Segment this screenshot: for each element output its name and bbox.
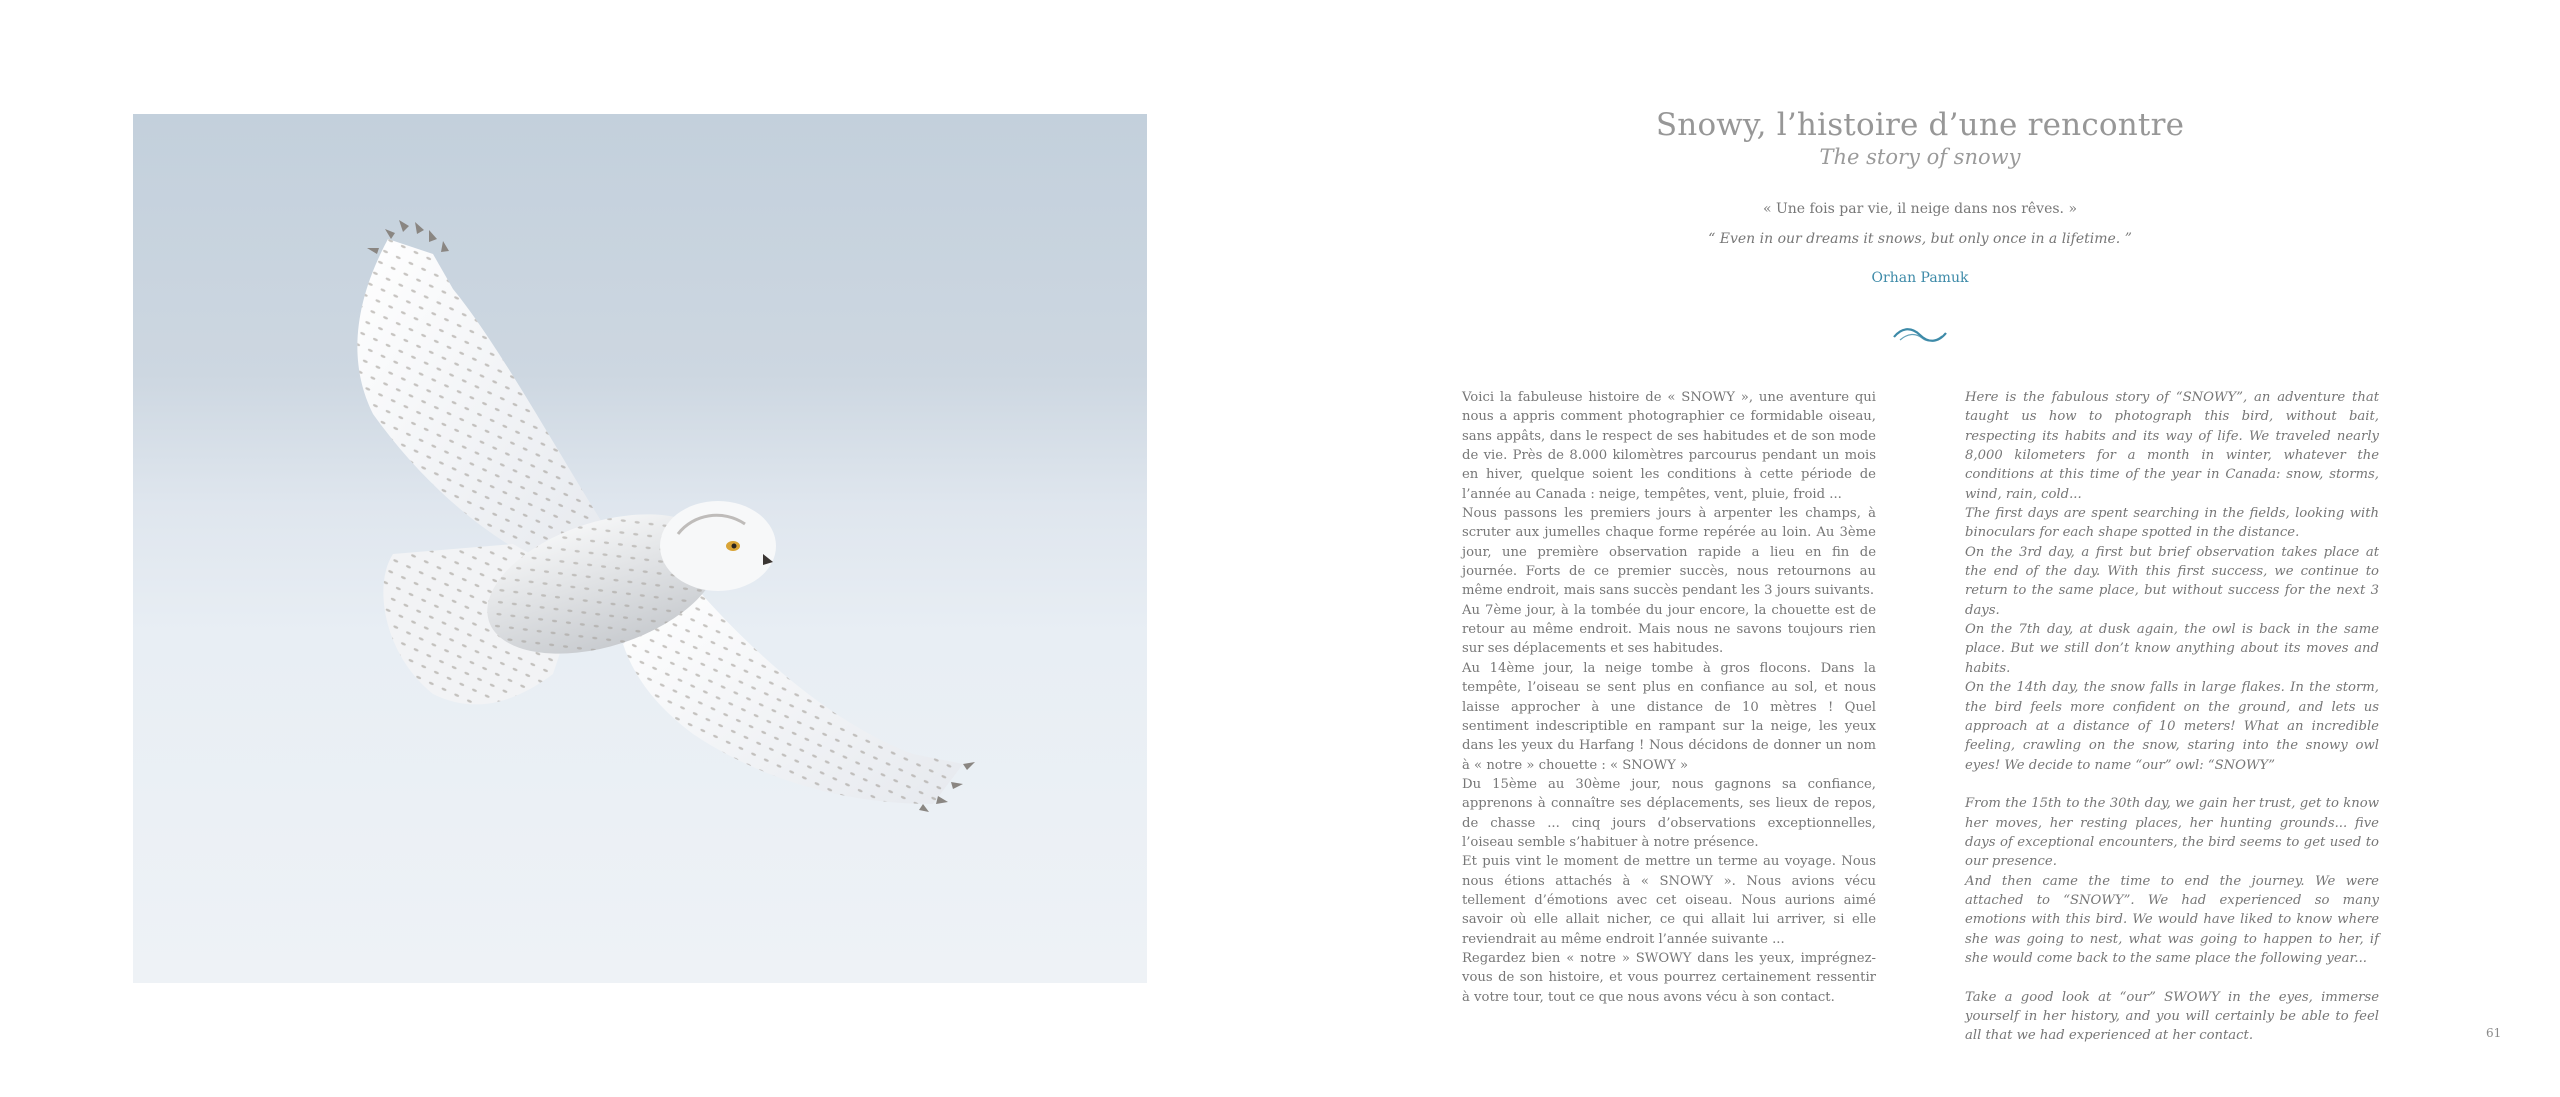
paragraph-fr: Du 15ème au 30ème jour, nous gagnons sa confiance, apprenons à connaître ses déplacements, ses lieux de repos, de chasse ... cinq jours d’observations exceptionnelles, l’oiseau semble s’habituer à notre présence. — [1462, 776, 1876, 850]
paragraph-en: Here is the fabulous story of “SNOWY”, an adventure that taught us how to photograph this bird, without bait, respecting its habits and its way of life. We traveled nearly 8,000 kilometers for a month in winter, whatever the conditions at this time of the year in Canada: snow, storms, wind, rain, cold... — [1965, 390, 2379, 502]
page-number: 61 — [2486, 1026, 2502, 1040]
paragraph-fr: Voici la fabuleuse histoire de « SNOWY », une aventure qui nous a appris comment photographier ce formidable oiseau, sans appâts, dans le respect de ses habitudes et de son mode de vie. Près de 8.000 kilomètres parcourus pendant un mois en hiver, quelque soient les conditions à cette période de l’année au Canada : neige, tempêtes, vent, pluie, froid ... — [1462, 390, 1876, 502]
text-column-french — [1462, 388, 1876, 1007]
paragraph-en: On the 14th day, the snow falls in large flakes. In the storm, the bird feels more confident on the ground, and lets us approach at a distance of 10 meters! What an incredible feeling, crawling on the snow, staring into the snowy owl eyes! We decide to name “our” owl: “SNOWY” — [1965, 680, 2379, 773]
owl-illustration — [133, 114, 1147, 983]
paragraph-fr: Nous passons les premiers jours à arpenter les champs, à scruter aux jumelles chaque forme repérée au loin. Au 3ème jour, une première observation rapide a lieu en fin de journée. Forts de ce premier succès, nous retournons au même endroit, mais sans succès pendant les 3 jours suivants. — [1462, 506, 1876, 599]
paragraph-en: On the 7th day, at dusk again, the owl is back in the same place. But we still don’t know anything about its moves and habits. — [1965, 622, 2379, 676]
epigraph-quote-fr: « Une fois par vie, il neige dans nos rêves. » — [1762, 201, 2078, 217]
paragraph-fr: Et puis vint le moment de mettre un terme au voyage. Nous nous étions attachés à « SNOWY ». Nous avions vécu tellement d’émotions avec cet oiseau. Nous aurions aimé savoir où elle allait nicher, ce qui allait lui arriver, si elle reviendrait au même endroit l’année suivante ... — [1462, 854, 1876, 947]
paragraph-en: Take a good look at “our” SWOWY in the eyes, immerse yourself in her history, and you will certainly be able to feel all that we had experienced at her contact. — [1965, 989, 2379, 1044]
paragraph-en: On the 3rd day, a first but brief observation takes place at the end of the day. With this first success, we continue to return to the same place, but without success for the next 3 days. — [1965, 544, 2379, 618]
paragraph-fr: Regardez bien « notre » SWOWY dans les yeux, imprégnez-vous de son histoire, et vous pourrez certainement ressentir à votre tour, tout ce que nous avons vécu à son contact. — [1462, 950, 1876, 1005]
paragraph-fr: Au 7ème jour, à la tombée du jour encore, la chouette est de retour au même endroit. Mais nous ne savons toujours rien sur ses déplacements et ses habitudes. — [1462, 602, 1876, 657]
page-subtitle: The story of snowy — [1819, 145, 2021, 169]
paragraph-en: From the 15th to the 30th day, we gain her trust, get to know her moves, her resting places, her hunting grounds... five days of exceptional encounters, the bird seems to get used to our presence. — [1965, 796, 2379, 870]
page-title: Snowy, l’histoire d’une rencontre — [1655, 107, 2185, 143]
epigraph-author: Orhan Pamuk — [1871, 270, 1969, 286]
paragraph-fr: Au 14ème jour, la neige tombe à gros flocons. Dans la tempête, l’oiseau se sent plus en confiance au sol, et nous laisse approcher à une distance de 10 mètres ! Quel sentiment indescriptible en rampant sur la neige, les yeux dans les yeux du Harfang ! Nous décidons de donner un nom à « notre » chouette : « SNOWY » — [1462, 660, 1876, 773]
epigraph-quote-en: “ Even in our dreams it snows, but only once in a lifetime. ” — [1708, 231, 2132, 247]
paragraph-en: The first days are spent searching in the fields, looking with binoculars for each shape spotted in the distance. — [1965, 506, 2379, 541]
flourish-ornament-icon — [1890, 323, 1950, 347]
snowy-owl-photo — [133, 114, 1147, 983]
text-column-english — [1965, 388, 2379, 1046]
paragraph-en: And then came the time to end the journey. We were attached to “SNOWY”. We had experienced so many emotions with this bird. We would have liked to know where she was going to nest, what was going to happen to her, if she would come back to the same place the following year... — [1965, 873, 2379, 966]
